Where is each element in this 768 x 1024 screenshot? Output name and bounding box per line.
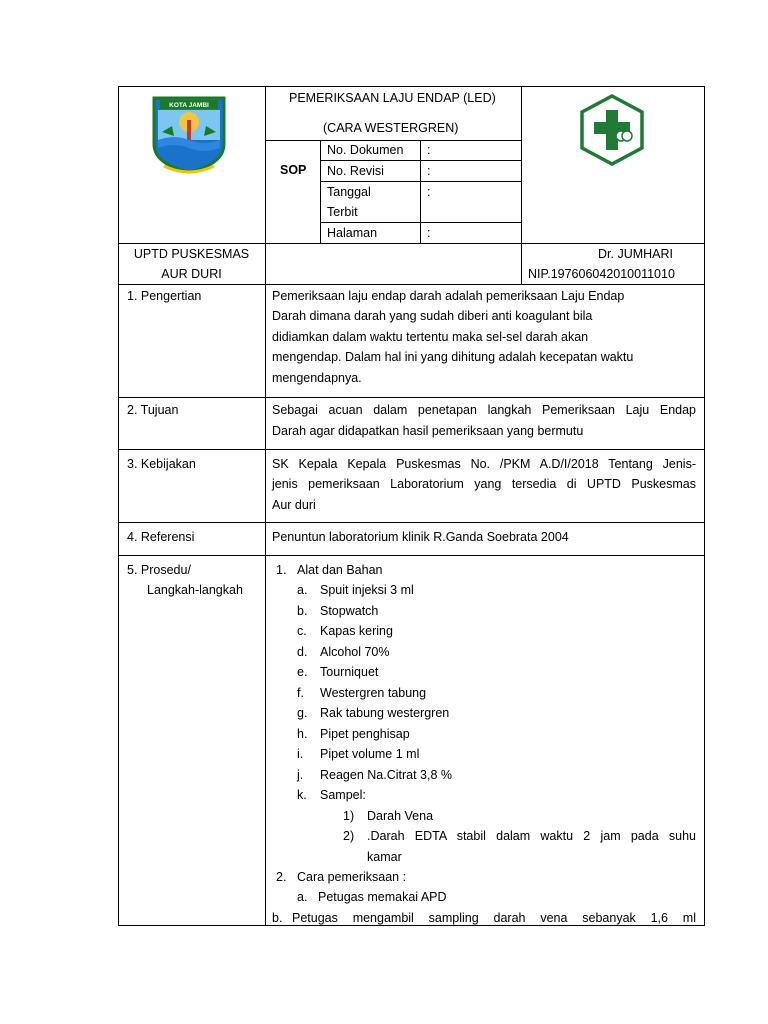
kebijakan-line: SK Kepala Kepala Puskesmas No. /PKM A.D/I/2018 Tentang Jenis- xyxy=(272,457,696,471)
doc-title-line2: (CARA WESTERGREN) xyxy=(323,121,459,135)
label-tujuan: 2. Tujuan xyxy=(127,403,179,417)
puskesmas-logo xyxy=(580,94,644,166)
sop-label: SOP xyxy=(280,163,307,177)
item-letter: a. xyxy=(297,583,308,597)
pengertian-line: mengendap. Dalam hal ini yang dihitung adalah kecepatan waktu xyxy=(272,350,634,364)
step2-item-letter: a. xyxy=(297,890,308,904)
step2-item-text: Petugas mengambil sampling darah vena sebanyak 1,6 ml xyxy=(292,911,696,925)
field-value-tanggal: : xyxy=(427,185,431,199)
row-line-kebijakan xyxy=(118,522,705,523)
tujuan-line: Darah agar didapatkan hasil pemeriksaan yang bermutu xyxy=(272,424,584,438)
item-letter: i. xyxy=(297,747,304,761)
item-text: Pipet volume 1 ml xyxy=(320,747,420,761)
pengertian-line: mengendapnya. xyxy=(272,371,362,385)
unit-name-line1: UPTD PUSKESMAS xyxy=(133,247,250,261)
sop-box-vline-2 xyxy=(420,140,421,243)
field-label-terbit: Terbit xyxy=(327,205,358,219)
pengertian-line: Darah dimana darah yang sudah diberi anti koagulant bila xyxy=(272,309,593,323)
item-text: Alcohol 70% xyxy=(320,645,390,659)
kebijakan-line: jenis pemeriksaan Laboratorium yang tersedia di UPTD Puskesmas xyxy=(272,477,696,491)
sub-item-number: 2) xyxy=(343,829,355,843)
field-value-no-revisi: : xyxy=(427,164,431,178)
kebijakan-line: Aur duri xyxy=(272,498,316,512)
item-letter: b. xyxy=(297,604,308,618)
label-pengertian: 1. Pengertian xyxy=(127,289,202,303)
item-letter: e. xyxy=(297,665,308,679)
step2-number: 2. xyxy=(276,870,287,884)
table-border-left xyxy=(118,86,119,926)
item-letter: j. xyxy=(297,768,304,782)
sub-item-number: 1) xyxy=(343,809,355,823)
unit-name-line2: AUR DURI xyxy=(161,267,222,281)
table-border-right xyxy=(704,86,705,926)
step2-item-text: Petugas memakai APD xyxy=(318,890,447,904)
field-label-no-revisi: No. Revisi xyxy=(327,164,384,178)
item-text: Tourniquet xyxy=(320,665,379,679)
label-kebijakan: 3. Kebijakan xyxy=(127,457,196,471)
sub-item-text: .Darah EDTA stabil dalam waktu 2 jam pada suhu xyxy=(367,829,696,843)
field-label-no-dokumen: No. Dokumen xyxy=(327,143,404,157)
row-line-tujuan xyxy=(118,449,705,450)
signer-nip: NIP.197606042010011010 xyxy=(528,267,675,281)
row-line-referensi xyxy=(118,555,705,556)
sub-item-text: Darah Vena xyxy=(367,809,434,823)
row-line-unit xyxy=(118,284,705,285)
step1-number: 1. xyxy=(276,563,287,577)
item-text: Sampel: xyxy=(320,788,366,802)
item-text: Pipet penghisap xyxy=(320,727,410,741)
signer-name: Dr. JUMHARI xyxy=(598,247,673,261)
item-text: Stopwatch xyxy=(320,604,379,618)
label-referensi: 4. Referensi xyxy=(127,530,195,544)
col-divider-1 xyxy=(265,86,266,926)
field-label-tanggal: Tanggal xyxy=(327,185,371,199)
item-letter: f. xyxy=(297,686,304,700)
field-value-halaman: : xyxy=(427,226,431,240)
col-divider-2 xyxy=(521,86,522,284)
item-text: Reagen Na.Citrat 3,8 % xyxy=(320,768,453,782)
step1-title: Alat dan Bahan xyxy=(297,563,383,577)
item-letter: g. xyxy=(297,706,308,720)
pengertian-line: Pemeriksaan laju endap darah adalah pemeriksaan Laju Endap xyxy=(272,289,625,303)
table-border-top xyxy=(118,86,705,87)
sub-item-text-cont: kamar xyxy=(367,850,402,864)
referensi-text: Penuntun laboratorium klinik R.Ganda Soebrata 2004 xyxy=(272,530,569,544)
sop-box-vline-1 xyxy=(320,140,321,243)
field-label-halaman: Halaman xyxy=(327,226,378,240)
item-text: Westergren tabung xyxy=(320,686,427,700)
logo-left-text: KOTA JAMBI xyxy=(169,102,209,109)
label-prosedur-line1: 5. Prosedu/ xyxy=(127,563,191,577)
field-value-no-dokumen: : xyxy=(427,143,431,157)
item-text: Kapas kering xyxy=(320,624,393,638)
item-letter: h. xyxy=(297,727,308,741)
pengertian-line: didiamkan dalam waktu tertentu maka sel-sel darah akan xyxy=(272,330,589,344)
tujuan-line: Sebagai acuan dalam penetapan langkah Pemeriksaan Laju Endap xyxy=(272,403,696,417)
doc-title-line1: PEMERIKSAAN LAJU ENDAP (LED) xyxy=(289,91,496,105)
item-text: Spuit injeksi 3 ml xyxy=(320,583,414,597)
row-line-pengertian xyxy=(118,397,705,398)
kota-jambi-logo xyxy=(150,92,228,176)
label-prosedur-line2: Langkah-langkah xyxy=(147,583,243,597)
item-letter: k. xyxy=(297,788,307,802)
item-letter: d. xyxy=(297,645,308,659)
item-text: Rak tabung westergren xyxy=(320,706,450,720)
step2-title: Cara pemeriksaan : xyxy=(297,870,407,884)
step2-item-letter: b. xyxy=(272,911,283,925)
item-letter: c. xyxy=(297,624,307,638)
